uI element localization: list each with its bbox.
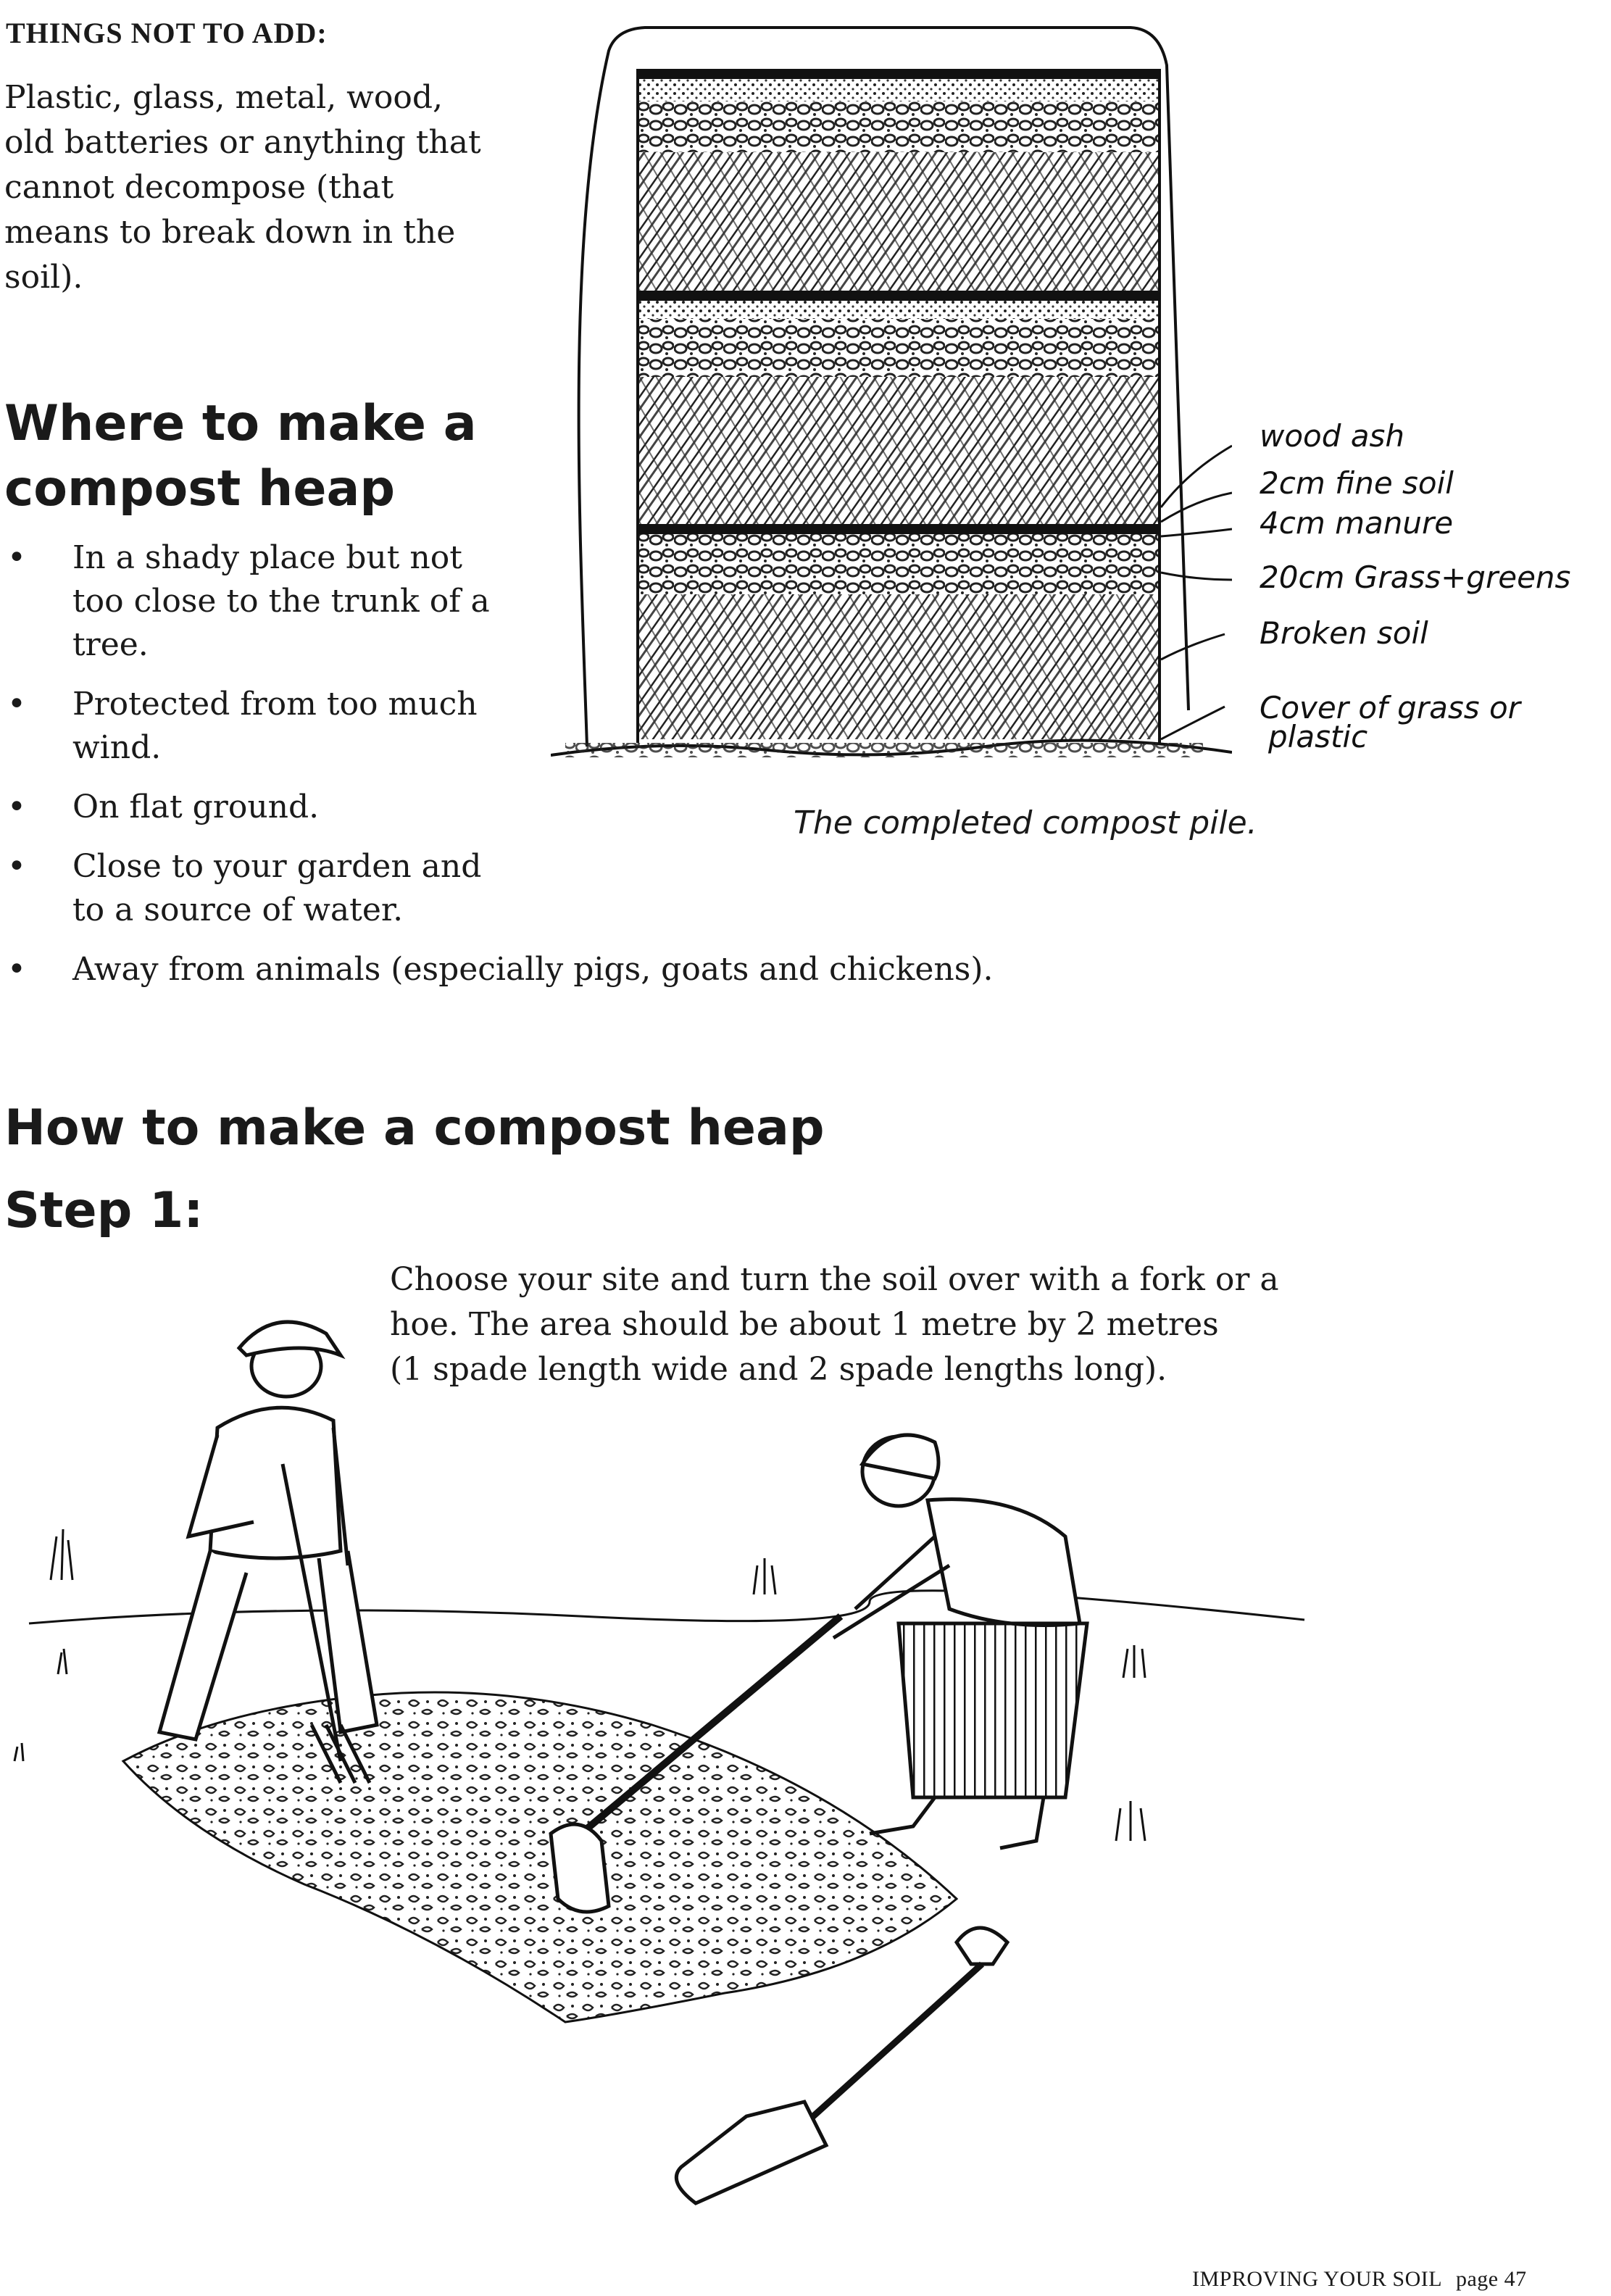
step-1-text: Choose your site and turn the soil over with a fork or a hoe. The area should be about 1 metre by 2 metres (1 spade length wide and 2 spade lengths long). [390,1261,1279,1388]
things-not-to-add-heading: THINGS NOT TO ADD: [6,17,328,49]
label-cover-line2: plastic [1268,719,1368,754]
footer-section: IMPROVING YOUR SOIL [1192,2267,1441,2291]
bullet-glyph: • [7,539,26,576]
list-item: • Close to your garden and to a source of water. [6,845,1020,932]
where-heading: Where to make a compost heap [4,395,477,517]
label-cover-line1: Cover of grass or [1260,690,1520,725]
how-heading: How to make a compost heap [4,1099,825,1157]
compost-pile-illustration [551,22,1232,790]
garden-work-illustration [0,1261,1611,2218]
label-wood-ash: wood ash [1260,418,1404,454]
page-footer [1192,2267,1527,2292]
label-fine-soil: 2cm fine soil [1260,465,1454,501]
list-item: • Protected from too much wind. [6,683,1020,770]
list-item: • In a shady place but not too close to the trunk of a tree. [6,536,1020,667]
bullet-glyph: • [7,686,26,723]
figure-caption: The completed compost pile. [794,804,1257,841]
step-1-heading: Step 1: [4,1182,204,1239]
things-not-to-add-text: Plastic, glass, metal, wood, old batteries or anything that cannot decompose (that means to break down in the soil). [4,79,481,296]
label-broken-soil: Broken soil [1260,615,1428,651]
label-grass-greens: 20cm Grass+greens [1260,560,1571,595]
footer-page-number: page 47 [1455,2267,1527,2291]
label-manure: 4cm manure [1260,505,1454,541]
bullet-glyph: • [7,848,26,885]
bullet-glyph: • [7,789,26,825]
bullet-glyph: • [7,951,26,988]
list-item: • Away from animals (especially pigs, goats and chickens). [6,948,1020,991]
list-item: • On flat ground. [6,786,1020,829]
